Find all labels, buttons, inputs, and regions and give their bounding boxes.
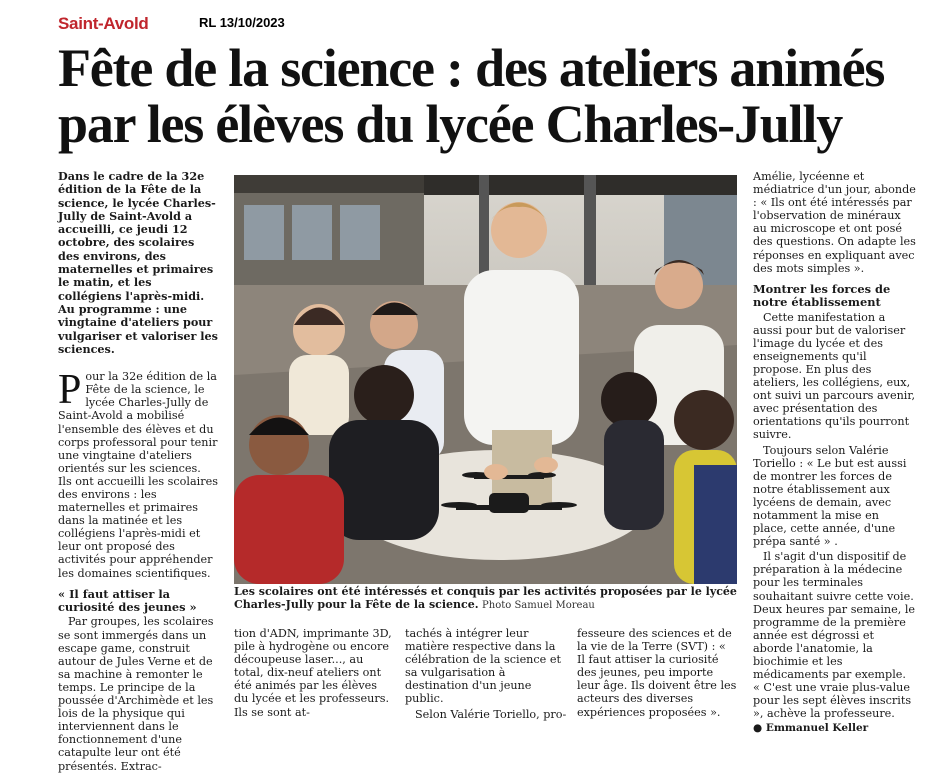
- body-paragraph-9: Toujours selon Valérie Toriello : « Le but est aussi de montrer les forces de notre établissement aux lycéens de demain, avec notamment la mise en place, cette année, d'une prépa santé » .: [753, 443, 907, 549]
- drop-cap: P: [58, 367, 82, 414]
- article-photo: [234, 175, 737, 584]
- column-5: [753, 170, 916, 738]
- body-paragraph-7: Amélie, lycéenne et médiatrice d'un jour, abonde : « Ils ont été intéressés par l'observation de minéraux au microscope et ont posé des questions. On adapte les réponses en expliquant avec des mots simples ».: [753, 170, 916, 275]
- body-paragraph-5: Selon Valérie Toriello, pro-: [415, 707, 567, 721]
- photo-caption: [234, 585, 737, 612]
- body-paragraph-1-text: our la 32e édition de la Fête de la science, le lycée Charles-Jully de Saint-Avold a mobilisé l'ensemble des élèves et du corps professoral pour tenir une vingtaine d'ateliers orientés sur les sciences. Ils ont accueilli les scolaires des environs : les maternelles et primaires dans la matinée et les collégiens l'après-midi et leur ont proposé des activités pour appréhender les domaines scientifiques.: [58, 370, 218, 580]
- caption-text: Les scolaires ont été intéressés et conquis par les activités proposées par le lycée Charles-Jully pour la Fête de la science.: [234, 585, 737, 611]
- body-paragraph-1: [58, 367, 218, 580]
- column-4: [577, 627, 737, 721]
- photo-credit: Photo Samuel Moreau: [482, 600, 595, 611]
- body-paragraph-8: Cette manifestation a aussi pour but de valoriser l'image du lycée et des enseignements qu'il propose. En plus des ateliers, les collégiens, eux, ont suivi un parcours avenir, avec présentation des orientations qu'ils pourront suivre.: [753, 310, 916, 442]
- section-rubric: Saint-Avold: [58, 14, 149, 33]
- subhead-forces: Montrer les forces de notre établissement: [753, 281, 891, 310]
- source-reference: RL 13/10/2023: [199, 15, 285, 30]
- body-paragraph-6: fesseure des sciences et de la vie de la Terre (SVT) : « Il faut attiser la curiosité des jeunes, peu importe leur âge. Ils doivent être les acteurs des diverses expériences proposées ».: [577, 627, 737, 719]
- subhead-curiosite: « Il faut attiser la curiosité des jeunes »: [58, 586, 197, 615]
- body-paragraph-3: tion d'ADN, imprimante 3D, pile à hydrogène ou encore découpeuse laser..., au total, dix-neuf ateliers ont été animés par les élèves du lycée et les professeurs. Ils se sont at-: [234, 627, 392, 719]
- lead-paragraph: Dans le cadre de la 32e édition de la Fête de la science, le lycée Charles-Jully de Saint-Avold a accueilli, ce jeudi 12 octobre, des scolaires des environs, des maternelles et primaires le matin, et les collégiens l'après-midi. Au programme : une vingtaine d'ateliers pour vulgariser et valoriser les sciences.: [58, 169, 218, 356]
- article-headline: Fête de la science : des ateliers animés par les élèves du lycée Charles-Jully: [58, 38, 885, 154]
- column-1: [58, 170, 218, 775]
- body-paragraph-4: tachés à intégrer leur matière respective dans la célébration de la science et sa vulgarisation à destination d'un jeune public.: [405, 627, 561, 706]
- body-paragraph-10: Il s'agit d'un dispositif de préparation à la médecine pour les terminales souhaitant suivre cette voie. Deux heures par semaine, le programme de la première année est dégrossi et aborde l'anatomie, la biochimie et les médicaments par exemple. « C'est une vraie plus-value pour les sept élèves inscrits », achève la professeure.: [753, 550, 916, 721]
- photo-illustration: [234, 175, 737, 584]
- body-paragraph-2: Par groupes, les scolaires se sont immergés dans un escape game, construit autour de Jules Verne et de sa machine à remonter le temps. Le principe de la poussée d'Archimède et les lois de la physique qui interviennent dans le fonctionnement d'une catapulte leur ont été présentés. Extrac-: [58, 615, 214, 773]
- column-2: [234, 627, 394, 721]
- author-signature: ● Emmanuel Keller: [753, 722, 869, 735]
- column-3: [405, 627, 567, 723]
